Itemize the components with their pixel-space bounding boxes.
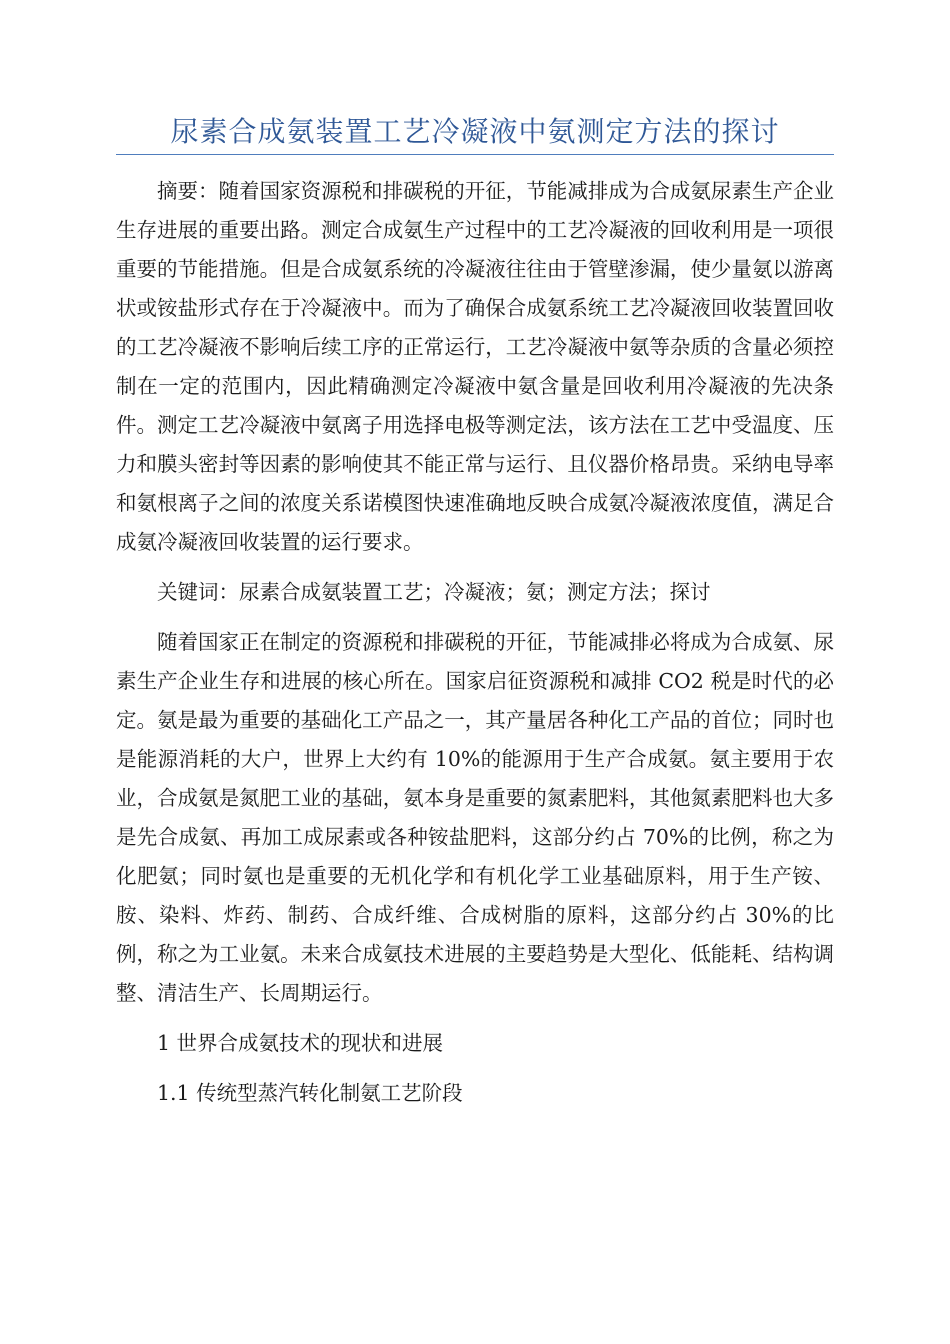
abstract-paragraph: 摘要：随着国家资源税和排碳税的开征，节能减排成为合成氨尿素生产企业生存进展的重要出路。测定合成氨生产过程中的工艺冷凝液的回收利用是一项很重要的节能措施。但是合成氨系统的冷凝液往往由于管壁渗漏，使少量氨以游离状或铵盐形式存在于冷凝液中。而为了确保合成氨系统工艺冷凝液回收装置回收的工艺冷凝液不影响后续工序的正常运行，工艺冷凝液中氨等杂质的含量必须控制在一定的范围内，因此精确测定冷凝液中氨含量是回收利用冷凝液的先决条件。测定工艺冷凝液中氨离子用选择电极等测定法，该方法在工艺中受温度、压力和膜头密封等因素的影响使其不能正常与运行、且仪器价格昂贵。采纳电导率和氨根离子之间的浓度关系诺模图快速准确地反映合成氨冷凝液浓度值，满足合成氨冷凝液回收装置的运行要求。: [116, 179, 834, 554]
document-body: [116, 172, 834, 1124]
section-heading-1-1: 1.1 传统型蒸汽转化制氨工艺阶段: [157, 1081, 463, 1105]
title-underline: [116, 154, 834, 155]
intro-paragraph: 随着国家正在制定的资源税和排碳税的开征，节能减排必将成为合成氨、尿素生产企业生存和进展的核心所在。国家启征资源税和减排 CO2 税是时代的必定。氨是最为重要的基础化工产品之一，其产量居各种化工产品的首位；同时也是能源消耗的大户，世界上大约有 10%的能源用于生产合成氨。氨主要用于农业，合成氨是氮肥工业的基础，氨本身是重要的氮素肥料，其他氮素肥料也大多是先合成氨、再加工成尿素或各种铵盐肥料，这部分约占 70%的比例，称之为化肥氨；同时氨也是重要的无机化学和有机化学工业基础原料，用于生产铵、胺、染料、炸药、制药、合成纤维、合成树脂的原料，这部分约占 30%的比例，称之为工业氨。未来合成氨技术进展的主要趋势是大型化、低能耗、结构调整、清洁生产、长周期运行。: [116, 630, 834, 1005]
section-heading-1: 1 世界合成氨技术的现状和进展: [157, 1031, 444, 1055]
keywords-paragraph: 关键词：尿素合成氨装置工艺；冷凝液；氨；测定方法；探讨: [157, 580, 711, 604]
document-title: 尿素合成氨装置工艺冷凝液中氨测定方法的探讨: [170, 115, 780, 148]
